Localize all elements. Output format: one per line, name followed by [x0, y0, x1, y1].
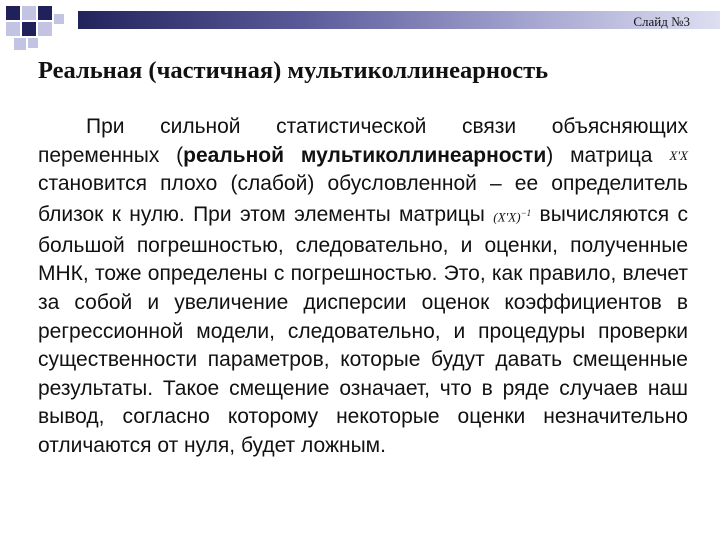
formula-xtx-inverse — [493, 199, 531, 232]
decor-square — [14, 38, 26, 50]
decor-square — [6, 22, 20, 36]
body-paragraph — [38, 113, 688, 461]
formula-exponent: −1 — [520, 207, 532, 218]
decor-square — [6, 6, 20, 20]
bold-term: реальной мультиколлинеарности — [183, 143, 547, 167]
slide-number: Слайд №3 — [633, 14, 690, 29]
body-segment: ) матрица — [546, 143, 653, 167]
body-segment: вычисляются с большой погрешностью, следовательно, и оценки, полученные МНК, тоже определены с погрешностью. Это, как правило, влечет за собой и увеличение дисперсии оценок коэффициентов в регрессионной модели, следовательно, и процедуры проверки существенности параметров, которые будут давать смещенные результаты. Такое смещение означает, что в ряде случаев наш вывод, согласно которому некоторые оценки незначительно отличаются от нуля, будет ложным. — [38, 202, 688, 458]
formula-base: (X'X) — [493, 209, 521, 225]
decor-square — [22, 22, 36, 36]
decor-square — [38, 22, 52, 36]
body-text — [38, 113, 688, 461]
formula-xtx: X'X — [669, 147, 688, 163]
body-segment: При сильной статистической связи объясняющих переменных ( — [38, 115, 688, 167]
decor-square — [28, 38, 38, 48]
decor-square — [22, 6, 36, 20]
decor-square — [54, 14, 64, 24]
slide-title: Реальная (частичная) мультиколлинеарность — [38, 57, 549, 84]
decor-square — [38, 6, 52, 20]
body-segment: становится плохо (слабой) обусловленной – ее определитель близок к нулю. При этом элементы матрицы — [38, 172, 688, 226]
header-gradient-bar — [78, 11, 720, 29]
